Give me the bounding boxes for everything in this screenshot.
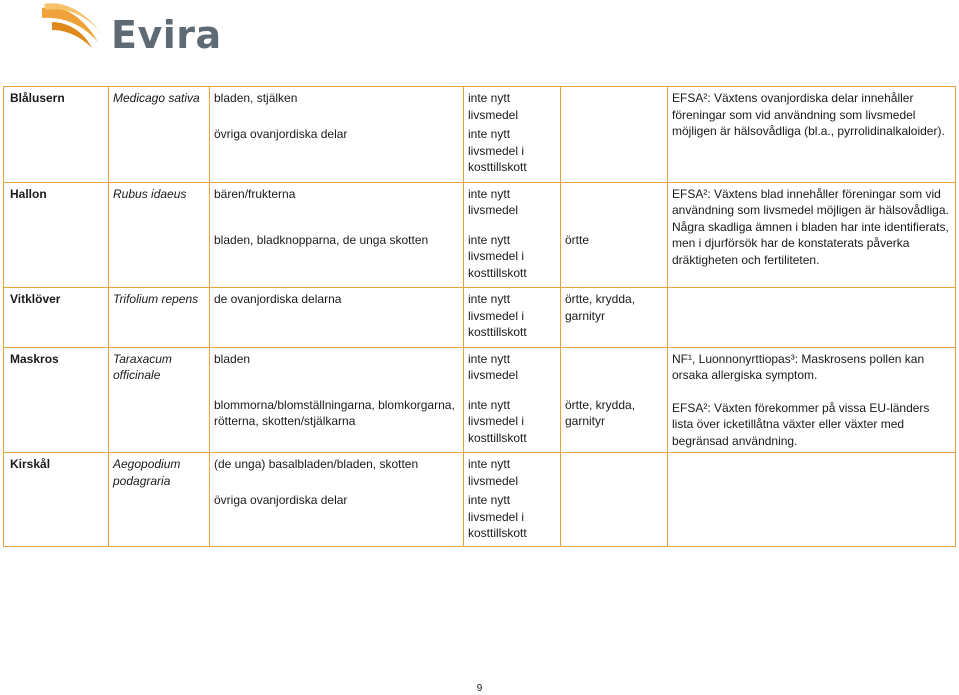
novel-food-status: inte nytt livsmedel <box>464 347 561 394</box>
novel-food-status: inte nytt livsmedel <box>464 87 561 124</box>
note-line: EFSA²: Växten förekommer på vissa EU-länders lista över icketillåtna växter eller växter med begränsad användning. <box>672 400 930 448</box>
page-number: 9 <box>476 683 483 694</box>
use-cell: örtte, krydda, garnityr <box>561 288 668 348</box>
plant-name: Kirskål <box>4 453 109 547</box>
table-row <box>4 288 956 348</box>
plant-part: övriga ovanjordiska delar <box>210 489 464 546</box>
note-line: NF¹, Luonnonyrttiopas³: Maskrosens pollen kan orsaka allergiska symptom. <box>672 351 925 382</box>
latin-name: Rubus idaeus <box>109 182 210 288</box>
novel-food-status: inte nytt livsmedel i kosttillskott <box>464 229 561 288</box>
plant-part: övriga ovanjordiska delar <box>210 123 464 182</box>
plant-part: bladen <box>210 347 464 394</box>
latin-name: Aegopodium podagraria <box>109 453 210 547</box>
note-cell <box>668 453 956 547</box>
note-cell <box>668 288 956 348</box>
table-row <box>4 453 956 490</box>
novel-food-status: inte nytt livsmedel <box>464 182 561 229</box>
plant-part: (de unga) basalbladen/bladen, skotten <box>210 453 464 490</box>
use-cell: örtte, krydda, garnityr <box>561 394 668 453</box>
novel-food-status: inte nytt livsmedel i kosttillskott <box>464 489 561 546</box>
plant-name: Hallon <box>4 182 109 288</box>
note-cell <box>668 347 956 453</box>
use-cell <box>561 453 668 547</box>
use-cell: örtte <box>561 229 668 288</box>
plant-name: Blålusern <box>4 87 109 183</box>
use-cell <box>561 87 668 183</box>
latin-name: Taraxacum officinale <box>109 347 210 453</box>
plant-part: de ovanjordiska delarna <box>210 288 464 348</box>
use-cell <box>561 182 668 229</box>
plant-part: bladen, stjälken <box>210 87 464 124</box>
evira-swirl-icon <box>38 2 110 54</box>
table-row <box>4 182 956 229</box>
use-cell <box>561 347 668 394</box>
plant-name: Maskros <box>4 347 109 453</box>
plant-name: Vitklöver <box>4 288 109 348</box>
latin-name: Medicago sativa <box>109 87 210 183</box>
table-row <box>4 87 956 124</box>
novel-food-status: inte nytt livsmedel i kosttillskott <box>464 288 561 348</box>
plant-part: bladen, bladknopparna, de unga skotten <box>210 229 464 288</box>
plant-part: blommorna/blomställningarna, blomkorgarna, rötterna, skotten/stjälkarna <box>210 394 464 453</box>
evira-logo <box>38 2 222 57</box>
novel-food-status: inte nytt livsmedel <box>464 453 561 490</box>
note-cell: EFSA²: Växtens ovanjordiska delar innehåller föreningar som vid användning som livsmedel möjligen är hälsovådliga (bl.a., pyrrolidinalkaloider). <box>668 87 956 183</box>
plant-table <box>3 86 956 547</box>
novel-food-status: inte nytt livsmedel i kosttillskott <box>464 394 561 453</box>
novel-food-status: inte nytt livsmedel i kosttillskott <box>464 123 561 182</box>
latin-name: Trifolium repens <box>109 288 210 348</box>
note-cell: EFSA²: Växtens blad innehåller föreningar som vid användning som livsmedel möjligen är hälsovådliga. Några skadliga ämnen i bladen har inte identifierats, men i djurförsök har de konstaterats påverka dräktigheten och fertiliteten. <box>668 182 956 288</box>
plant-part: bären/frukterna <box>210 182 464 229</box>
table-row <box>4 347 956 394</box>
logo-text: Evira <box>111 13 222 57</box>
